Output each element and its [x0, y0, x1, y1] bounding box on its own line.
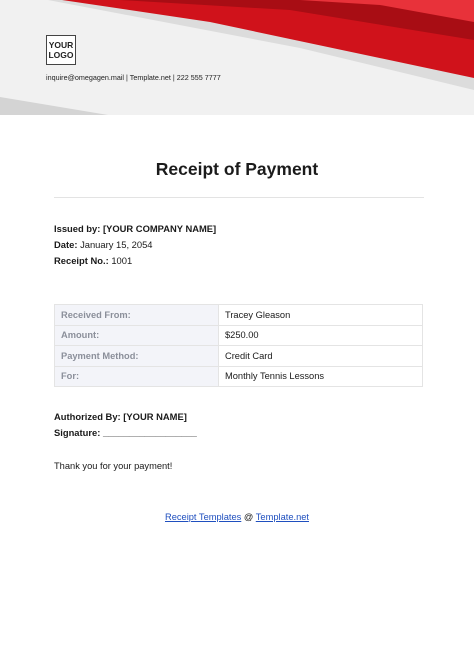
table-row — [55, 346, 423, 367]
logo-line-1: YOUR — [48, 40, 74, 50]
footer-separator: @ — [243, 512, 254, 522]
issued-by-value: [YOUR COMPANY NAME] — [102, 223, 217, 234]
footer-credit — [0, 512, 474, 522]
received-from-value: Tracey Gleason — [219, 305, 423, 326]
table-row — [55, 325, 423, 346]
authorized-by-value: [YOUR NAME] — [123, 411, 187, 422]
amount-value: $250.00 — [219, 325, 423, 346]
signature-label: Signature: — [54, 427, 101, 438]
authorized-by-row — [54, 409, 197, 425]
receipt-templates-link[interactable]: Receipt Templates — [164, 512, 242, 522]
authorized-by-label: Authorized By: — [54, 411, 121, 422]
payment-details-table — [54, 304, 423, 387]
logo-line-2: LOGO — [48, 50, 74, 60]
template-net-link[interactable]: Template.net — [255, 512, 309, 522]
issued-by-row — [54, 221, 216, 237]
contact-info: inquire@omegagen.mail | Template.net | 222 555 7777 — [46, 73, 221, 82]
payment-method-value: Credit Card — [219, 346, 423, 367]
date-value: January 15, 2054 — [80, 239, 153, 250]
issued-by-label: Issued by: — [54, 223, 101, 234]
for-label: For: — [55, 366, 219, 387]
company-logo — [46, 35, 76, 65]
receipt-meta — [54, 221, 216, 269]
receipt-no-label: Receipt No.: — [54, 255, 109, 266]
date-label: Date: — [54, 239, 78, 250]
signature-row — [54, 425, 197, 441]
date-row — [54, 237, 216, 253]
authorization-block — [54, 409, 197, 441]
table-row — [55, 305, 423, 326]
payment-method-label: Payment Method: — [55, 346, 219, 367]
thank-you-message: Thank you for your payment! — [54, 461, 173, 471]
title-divider — [54, 197, 424, 198]
page-title: Receipt of Payment — [155, 159, 319, 179]
receipt-no-row — [54, 253, 216, 269]
amount-label: Amount: — [55, 325, 219, 346]
table-row — [55, 366, 423, 387]
for-value: Monthly Tennis Lessons — [219, 366, 423, 387]
gray-band-left — [0, 97, 108, 115]
signature-line: __________________ — [102, 427, 197, 438]
header-banner — [0, 0, 474, 115]
receipt-no-value: 1001 — [111, 255, 133, 266]
received-from-label: Received From: — [55, 305, 219, 326]
